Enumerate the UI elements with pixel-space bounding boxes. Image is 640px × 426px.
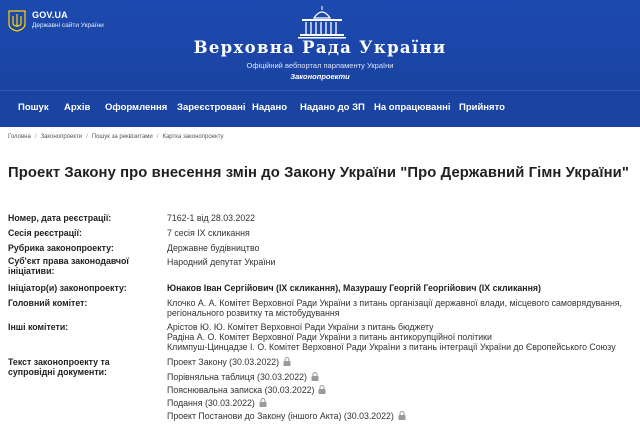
breadcrumb-current: Картка законопроекту <box>162 134 224 140</box>
lock-icon <box>318 385 326 394</box>
other-committees-label: Інші комітети: <box>8 322 69 332</box>
page-title: Проект Закону про внесення змін до Закону України "Про Державний Гімн України" <box>8 165 629 181</box>
document-item[interactable] <box>167 372 319 382</box>
nav-adopted[interactable]: Прийнято <box>459 102 505 113</box>
document-link[interactable]: Проект Закону (30.03.2022) <box>167 357 280 367</box>
document-item[interactable] <box>167 398 267 408</box>
rubric-label: Рубрика законопроекту: <box>8 243 114 253</box>
other-committee-line: Климпуш-Цинцадзе І. О. Комітет Верховної Ради України з питань інтеграції України до Європейського Союзу <box>167 342 616 352</box>
site-header <box>0 0 640 90</box>
breadcrumb-search[interactable]: Пошук за реквізитами <box>91 134 153 140</box>
breadcrumb <box>8 134 224 140</box>
main-committee-label: Головний комітет: <box>8 298 88 308</box>
reg-value: 7162-1 від 28.03.2022 <box>167 213 256 223</box>
lock-icon <box>398 411 406 420</box>
document-item[interactable] <box>167 411 406 421</box>
nav-provided[interactable]: Надано <box>252 102 287 113</box>
document-item[interactable] <box>167 385 326 395</box>
nav-registered[interactable]: Зареєстровані <box>177 102 246 113</box>
initiators-value[interactable]: Юнаков Іван Сергійович (IX скликання), Мазурашу Георгій Георгійович (IX скликання) <box>167 283 541 293</box>
reg-label: Номер, дата реєстрації: <box>8 213 112 223</box>
breadcrumb-home[interactable]: Головна <box>8 134 31 140</box>
breadcrumb-separator: / <box>156 134 159 140</box>
other-committee-line: Радіна А. О. Комітет Верховної Ради України з питань антикорупційної політики <box>167 332 492 342</box>
initiators-label: Ініціатор(и) законопроекту: <box>8 283 127 293</box>
main-committee-line: Клочко А. А. Комітет Верховної Ради України з питань організації державної влади, місцевого самоврядування, <box>167 298 623 308</box>
document-link[interactable]: Пояснювальна записка (30.03.2022) <box>167 385 315 395</box>
nav-provided-to-zp[interactable]: Надано до ЗП <box>300 102 365 113</box>
documents-label: Текст законопроекту та супровідні документи: <box>8 357 110 377</box>
nav-in-progress[interactable]: На опрацюванні <box>374 102 451 113</box>
site-subtitle: Офіційний вебпортал парламенту України <box>246 61 394 70</box>
nav-formatting[interactable]: Оформлення <box>105 102 168 113</box>
subject-value: Народний депутат України <box>167 257 276 267</box>
nav-archive[interactable]: Архів <box>64 102 91 113</box>
breadcrumb-separator: / <box>86 134 88 140</box>
session-value: 7 сесія IX скликання <box>167 228 250 238</box>
parliament-building-icon[interactable] <box>298 4 346 40</box>
gov-ua-link[interactable] <box>8 10 104 32</box>
subject-label: Суб'єкт права законодавчої ініціативи: <box>8 256 129 276</box>
gov-ua-subtitle: Державні сайти України <box>32 22 104 29</box>
document-link[interactable]: Порівняльна таблиця (30.03.2022) <box>167 372 307 382</box>
breadcrumb-bills[interactable]: Законопроекти <box>40 134 83 140</box>
trident-icon <box>8 10 26 32</box>
lock-icon <box>283 357 291 366</box>
main-committee-line: регіонального розвитку та містобудування <box>167 308 340 318</box>
site-title[interactable]: Верховна Рада України <box>193 38 447 57</box>
document-link[interactable]: Проект Постанови до Закону (іншого Акта) (30.03.2022) <box>167 411 394 421</box>
document-item[interactable] <box>167 357 291 367</box>
lock-icon <box>311 372 319 381</box>
breadcrumb-separator: / <box>34 134 37 140</box>
nav-search[interactable]: Пошук <box>18 102 49 113</box>
gov-ua-title: GOV.UA <box>32 10 68 20</box>
other-committee-line: Арістов Ю. Ю. Комітет Верховної Ради України з питань бюджету <box>167 322 434 332</box>
rubric-value: Державне будівництво <box>167 243 260 253</box>
section-name: Законопроекти <box>290 72 350 81</box>
lock-icon <box>259 398 267 407</box>
main-nav <box>0 90 640 127</box>
document-link[interactable]: Подання (30.03.2022) <box>167 398 255 408</box>
session-label: Сесія реєстрації: <box>8 228 82 238</box>
